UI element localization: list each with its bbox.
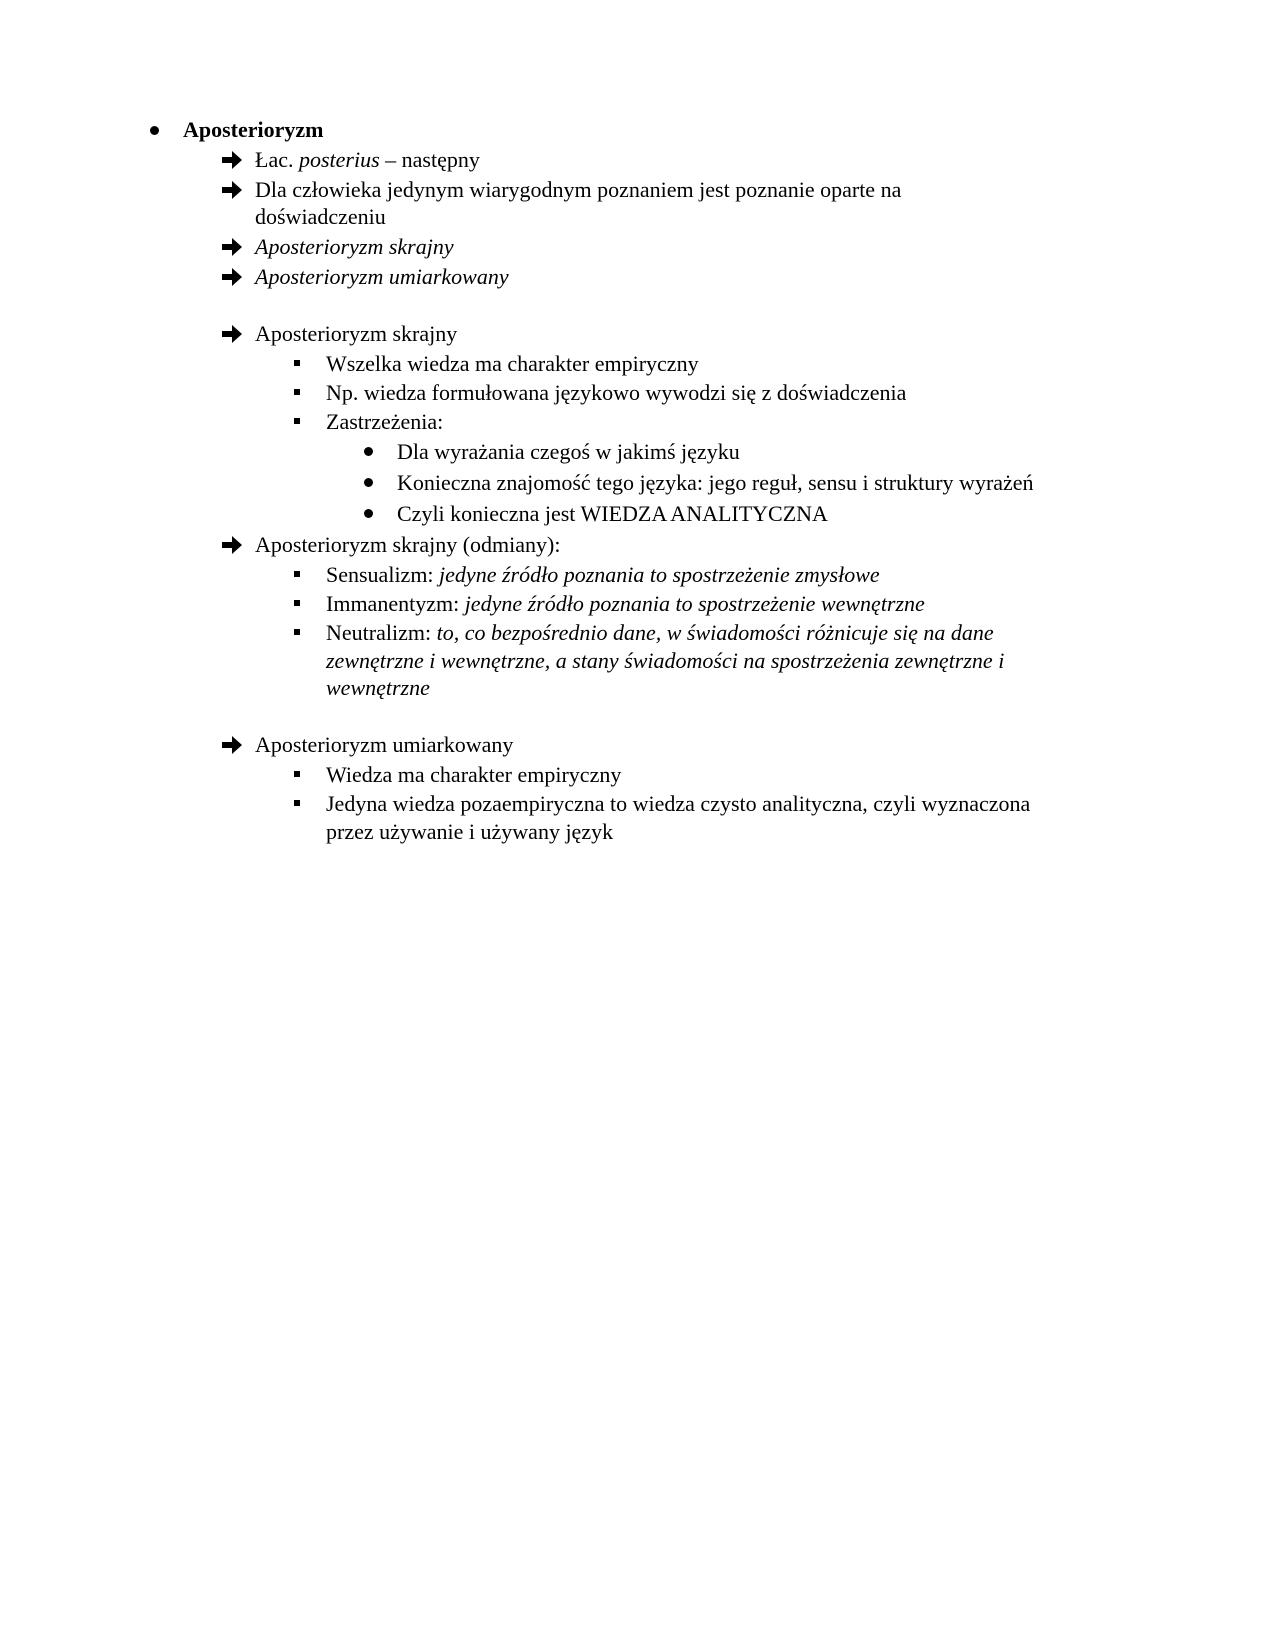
square-bullet	[294, 800, 300, 806]
umiarkowany-item-2-line2: przez używanie i używany język	[326, 819, 614, 844]
odmiany-item-neutralizm-line2: zewnętrzne i wewnętrzne, a stany świadomości na spostrzeżenia zewnętrzne i	[326, 648, 1005, 673]
arrow-right-icon	[220, 534, 244, 556]
bullet-dot	[364, 509, 373, 518]
section-skrajny-title: Aposterioryzm skrajny	[255, 321, 458, 346]
umiarkowany-item-1: Wiedza ma charakter empiryczny	[326, 762, 622, 787]
square-bullet	[294, 418, 300, 424]
arrow-right-icon	[220, 734, 244, 756]
intro-item-1: Łac. posterius – następny	[255, 147, 480, 172]
intro-item-2-line2: doświadczeniu	[255, 204, 386, 229]
bullet-dot	[364, 447, 373, 456]
bullet-dot	[364, 478, 373, 487]
arrow-right-icon	[220, 149, 244, 171]
skrajny-item-2: Np. wiedza formułowana językowo wywodzi się z doświadczenia	[326, 380, 907, 405]
arrow-right-icon	[220, 236, 244, 258]
skrajny-sub-item-3: Czyli konieczna jest WIEDZA ANALITYCZNA	[397, 501, 828, 526]
heading: Aposterioryzm	[183, 117, 324, 142]
arrow-right-icon	[220, 323, 244, 345]
arrow-right-icon	[220, 179, 244, 201]
square-bullet	[294, 629, 300, 635]
skrajny-sub-item-2: Konieczna znajomość tego języka: jego reguł, sensu i struktury wyrażeń	[397, 470, 1034, 495]
skrajny-item-3: Zastrzeżenia:	[326, 409, 444, 434]
square-bullet	[294, 771, 300, 777]
square-bullet	[294, 389, 300, 395]
odmiany-item-neutralizm-line3: wewnętrzne	[326, 675, 430, 700]
skrajny-item-1: Wszelka wiedza ma charakter empiryczny	[326, 351, 699, 376]
arrow-right-icon	[220, 266, 244, 288]
section-odmiany-title: Aposterioryzm skrajny (odmiany):	[255, 532, 561, 557]
square-bullet	[294, 600, 300, 606]
intro-item-3: Aposterioryzm skrajny	[255, 234, 454, 259]
square-bullet	[294, 360, 300, 366]
umiarkowany-item-2-line1: Jedyna wiedza pozaempiryczna to wiedza czysto analityczna, czyli wyznaczona	[326, 791, 1031, 816]
odmiany-item-immanentyzm: Immanentyzm: jedyne źródło poznania to spostrzeżenie wewnętrzne	[326, 591, 925, 616]
square-bullet	[294, 571, 300, 577]
section-umiarkowany-title: Aposterioryzm umiarkowany	[255, 732, 514, 757]
intro-item-2-line1: Dla człowieka jedynym wiarygodnym poznaniem jest poznanie oparte na	[255, 177, 902, 202]
odmiany-item-sensualizm: Sensualizm: jedyne źródło poznania to spostrzeżenie zmysłowe	[326, 562, 880, 587]
intro-item-4: Aposterioryzm umiarkowany	[255, 264, 509, 289]
skrajny-sub-item-1: Dla wyrażania czegoś w jakimś języku	[397, 439, 740, 464]
bullet-dot	[150, 126, 159, 135]
odmiany-item-neutralizm-line1: Neutralizm: to, co bezpośrednio dane, w świadomości różnicuje się na dane	[326, 620, 994, 645]
